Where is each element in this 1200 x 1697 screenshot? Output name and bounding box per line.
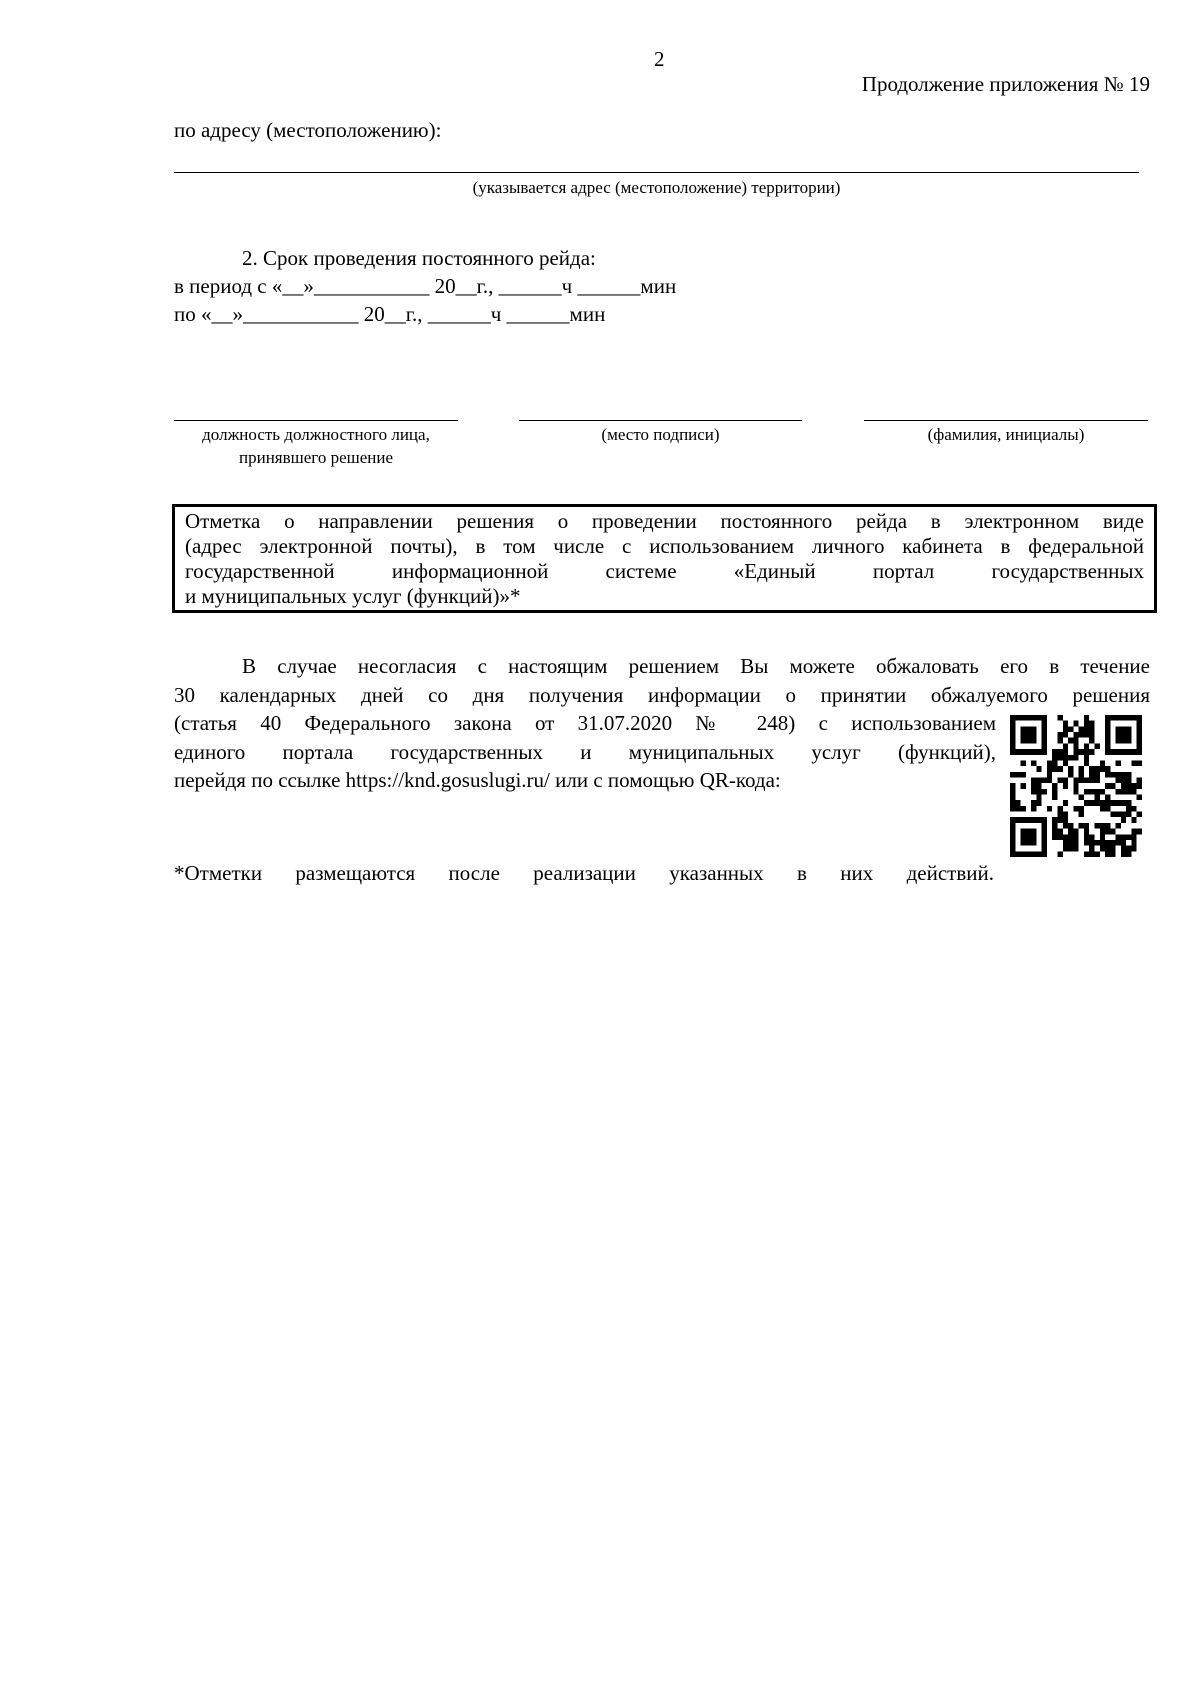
name-signature-line <box>864 420 1148 421</box>
address-label: по адресу (местоположению): <box>174 118 442 142</box>
appeal-line: (статья 40 Федерального закона от 31.07.2020 № 248) с использованием <box>174 711 996 735</box>
appeal-line: 30 календарных дней со дня получения информации о принятии обжалуемого решения <box>174 682 1150 707</box>
term-heading: 2. Срок проведения постоянного рейда: <box>242 246 596 270</box>
qr-code-image[interactable] <box>1010 715 1142 857</box>
position-signature-line <box>174 420 458 421</box>
notice-line: Отметка о направлении решения о проведении постоянного рейда в электронном виде <box>185 509 1144 533</box>
footnote: *Отметки размещаются после реализации указанных в них действий. <box>174 861 994 885</box>
appeal-line: В случае несогласия с настоящим решением Вы можете обжаловать его в течение <box>242 654 1150 678</box>
notice-line: (адрес электронной почты), в том числе с использованием личного кабинета в федеральной <box>185 534 1144 558</box>
continuation-label: Продолжение приложения № 19 <box>861 72 1150 96</box>
position-caption-2: принявшего решение <box>239 448 393 467</box>
place-caption: (место подписи) <box>601 425 720 444</box>
address-line <box>174 172 1139 173</box>
place-signature-line <box>519 420 802 421</box>
page-number: 2 <box>654 47 665 71</box>
appeal-line: единого портала государственных и муниципальных услуг (функций), <box>174 739 996 764</box>
name-caption: (фамилия, инициалы) <box>927 425 1085 444</box>
appeal-paragraph <box>174 652 1150 795</box>
notice-line: государственной информационной системе «Единый портал государственных <box>185 559 1144 583</box>
notice-box <box>172 504 1157 613</box>
position-caption-1: должность должностного лица, <box>202 425 430 444</box>
address-caption: (указывается адрес (местоположение) территории) <box>472 178 841 197</box>
term-from: в период с «__»___________ 20__г., ______ч ______мин <box>174 274 677 298</box>
notice-line: и муниципальных услуг (функций)»* <box>185 584 521 608</box>
term-to: по «__»___________ 20__г., ______ч ______мин <box>174 302 606 326</box>
appeal-line: перейдя по ссылке https://knd.gosuslugi.ru/ или с помощью QR-кода: <box>174 768 781 792</box>
